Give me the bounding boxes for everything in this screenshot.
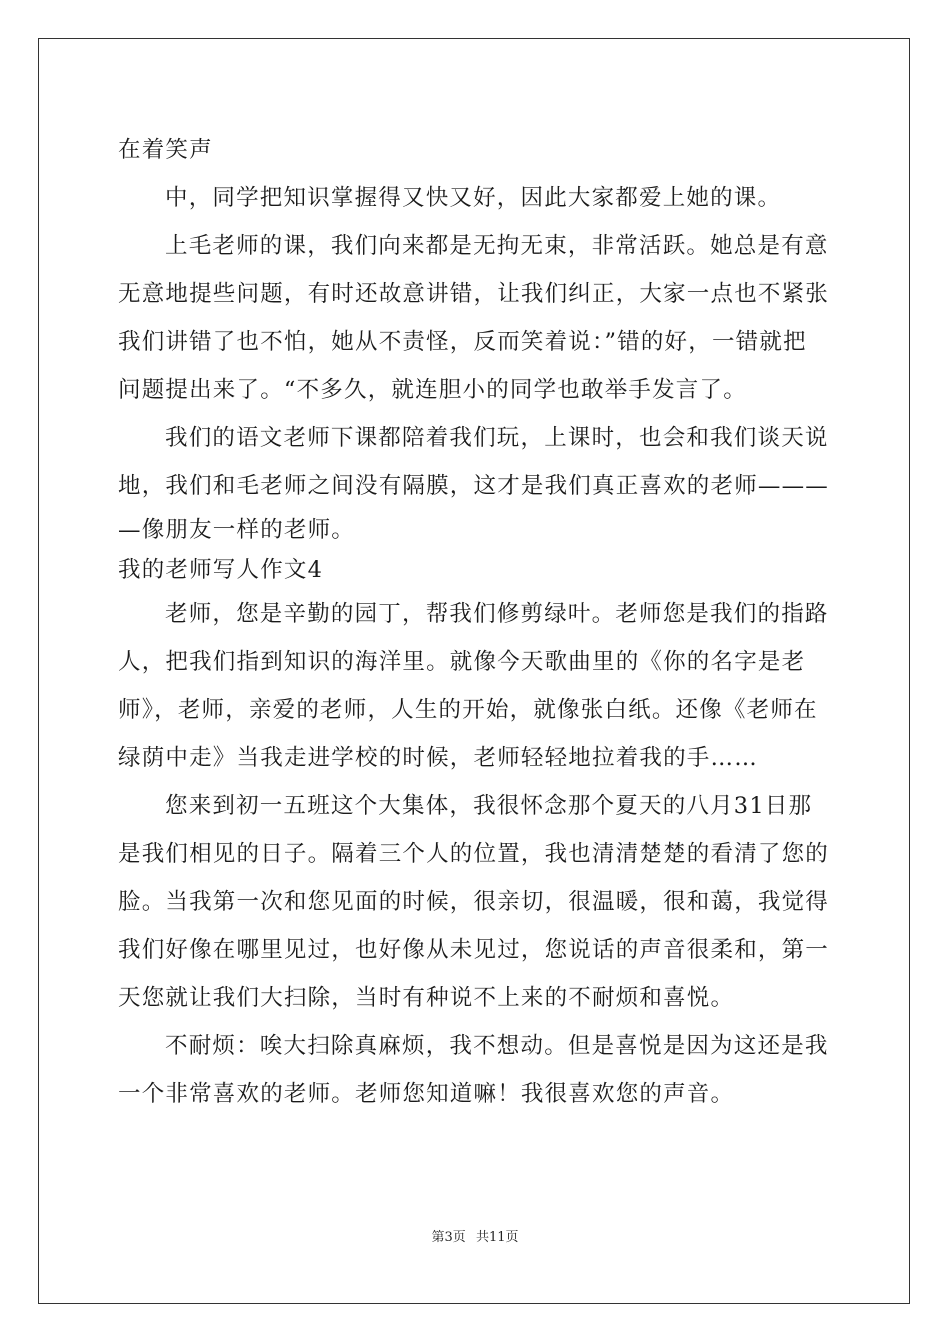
text-line-19: 天您就让我们大扫除，当时有种说不上来的不耐烦和喜悦。 [118,985,735,1011]
page-number-total: 共11页 [475,1230,519,1245]
text-line-8: 地，我们和毛老师之间没有隔膜，这才是我们真正喜欢的老师——— [118,473,830,499]
text-line-6: 问题提出来了。“不多久，就连胆小的同学也敢举手发言了。 [118,377,747,403]
text-line-16: 是我们相见的日子。隔着三个人的位置，我也清清楚楚的看清了您的 [118,841,830,867]
page-footer [0,1226,950,1245]
text-line-11: 老师，您是辛勤的园丁，帮我们修剪绿叶。老师您是我们的指路 [165,601,829,627]
text-line-7: 我们的语文老师下课都陪着我们玩，上课时，也会和我们谈天说 [165,425,829,451]
text-line-5: 我们讲错了也不怕，她从不责怪，反而笑着说：”错的好，一错就把 [118,329,807,355]
page-number-current: 第3页 [431,1230,466,1245]
text-line-21: 一个非常喜欢的老师。老师您知道嘛！我很喜欢您的声音。 [118,1081,735,1107]
text-line-12: 人，把我们指到知识的海洋里。就像今天歌曲里的《你的名字是老 [118,649,806,675]
text-line-14: 绿荫中走》当我走进学校的时候，老师轻轻地拉着我的手…… [118,745,758,771]
text-line-9: —像朋友一样的老师。 [118,517,356,543]
text-line-1: 在着笑声 [118,137,213,163]
text-line-18: 我们好像在哪里见过，也好像从未见过，您说话的声音很柔和，第一 [118,937,830,963]
text-line-4: 无意地提些问题，有时还故意讲错，让我们纠正，大家一点也不紧张 [118,281,830,307]
text-line-15: 您来到初一五班这个大集体，我很怀念那个夏天的八月31日那 [165,793,813,819]
text-line-13: 师》，老师，亲爱的老师，人生的开始，就像张白纸。还像《老师在 [118,697,818,723]
document-body [118,126,834,1118]
text-line-17: 脸。当我第一次和您见面的时候，很亲切，很温暖，很和蔼，我觉得 [118,889,830,915]
section-heading: 我的老师写人作文4 [118,557,324,583]
text-line-20: 不耐烦：唉大扫除真麻烦，我不想动。但是喜悦是因为这还是我 [165,1033,829,1059]
text-line-3: 上毛老师的课，我们向来都是无拘无束，非常活跃。她总是有意 [165,233,829,259]
text-line-2: 中，同学把知识掌握得又快又好，因此大家都爱上她的课。 [165,185,782,211]
